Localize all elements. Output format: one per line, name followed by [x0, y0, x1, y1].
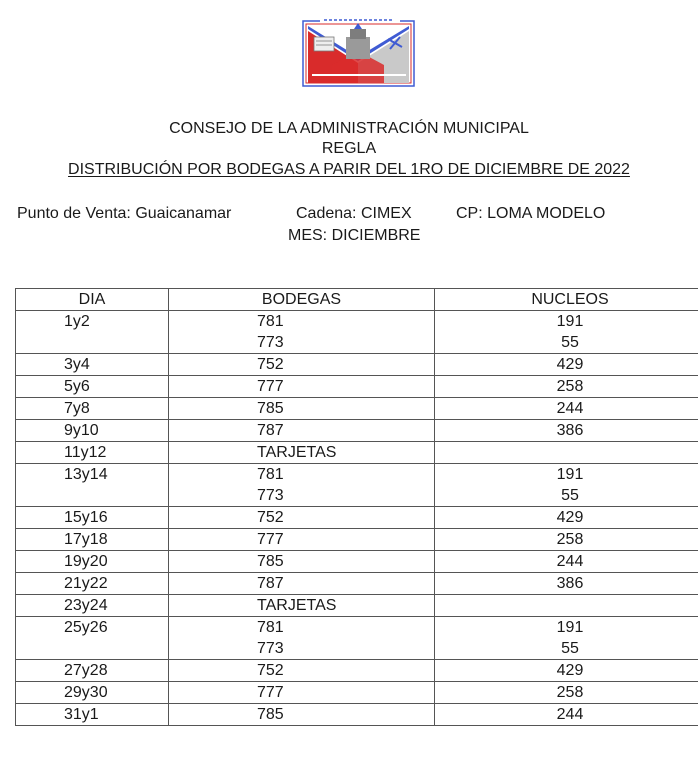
cell-nucleos: 244 — [435, 398, 698, 420]
municipal-seal-logo — [302, 17, 415, 87]
cell-dia: 23y24 — [16, 595, 169, 617]
header-bodegas: BODEGAS — [169, 289, 435, 311]
cell-dia: 27y28 — [16, 660, 169, 682]
cadena: Cadena: CIMEX — [296, 205, 412, 222]
cell-dia: 7y8 — [16, 398, 169, 420]
cell-nucleos: 191 — [435, 464, 698, 486]
municipality-name: REGLA — [321, 140, 377, 157]
table-row — [16, 704, 698, 726]
cell-dia: 21y22 — [16, 573, 169, 595]
cell-bodega: 752 — [169, 354, 435, 376]
cell-dia — [16, 485, 169, 507]
cell-nucleos: 55 — [435, 332, 698, 354]
cell-bodega: 777 — [169, 682, 435, 704]
cell-nucleos: 191 — [435, 617, 698, 639]
cell-bodega: 781 — [169, 464, 435, 486]
cell-nucleos: 258 — [435, 376, 698, 398]
cell-bodega: 781 — [169, 617, 435, 639]
cell-nucleos — [435, 595, 698, 617]
table-row — [16, 529, 698, 551]
cell-dia — [16, 638, 169, 660]
table-row — [16, 464, 698, 486]
cell-bodega: 777 — [169, 376, 435, 398]
cell-dia: 25y26 — [16, 617, 169, 639]
header-dia: DIA — [16, 289, 169, 311]
cell-bodega: 752 — [169, 660, 435, 682]
table-row — [16, 660, 698, 682]
punto-de-venta: Punto de Venta: Guaicanamar — [17, 205, 232, 222]
table-row — [16, 617, 698, 639]
cell-nucleos: 258 — [435, 682, 698, 704]
cell-dia: 15y16 — [16, 507, 169, 529]
table-row — [16, 551, 698, 573]
distribution-table — [15, 288, 698, 726]
mes: MES: DICIEMBRE — [288, 227, 421, 244]
document-title: DISTRIBUCIÓN POR BODEGAS A PARIR DEL 1RO DE DICIEMBRE DE 2022 — [68, 161, 630, 178]
table-row — [16, 682, 698, 704]
cell-dia: 5y6 — [16, 376, 169, 398]
cell-dia — [16, 332, 169, 354]
cell-nucleos: 55 — [435, 638, 698, 660]
cell-dia: 13y14 — [16, 464, 169, 486]
table-row — [16, 595, 698, 617]
cell-nucleos: 429 — [435, 354, 698, 376]
cell-dia: 11y12 — [16, 442, 169, 464]
cell-bodega: 785 — [169, 704, 435, 726]
cell-bodega: 773 — [169, 485, 435, 507]
cell-bodega: TARJETAS — [169, 595, 435, 617]
table-row — [16, 485, 698, 507]
cell-bodega: 781 — [169, 311, 435, 333]
cell-dia: 19y20 — [16, 551, 169, 573]
cell-nucleos: 244 — [435, 704, 698, 726]
table-row — [16, 442, 698, 464]
table-row — [16, 376, 698, 398]
cell-dia: 3y4 — [16, 354, 169, 376]
cell-dia: 9y10 — [16, 420, 169, 442]
cell-nucleos: 429 — [435, 507, 698, 529]
cell-nucleos — [435, 442, 698, 464]
cell-bodega: 752 — [169, 507, 435, 529]
cell-dia: 29y30 — [16, 682, 169, 704]
cell-bodega: 777 — [169, 529, 435, 551]
table-row — [16, 354, 698, 376]
cell-nucleos: 258 — [435, 529, 698, 551]
cell-bodega: TARJETAS — [169, 442, 435, 464]
cell-nucleos: 386 — [435, 420, 698, 442]
table-row — [16, 311, 698, 333]
cell-bodega: 787 — [169, 573, 435, 595]
table-row — [16, 332, 698, 354]
table-row — [16, 507, 698, 529]
cell-nucleos: 55 — [435, 485, 698, 507]
cell-nucleos: 191 — [435, 311, 698, 333]
cell-bodega: 773 — [169, 638, 435, 660]
cell-bodega: 785 — [169, 398, 435, 420]
cell-bodega: 773 — [169, 332, 435, 354]
cell-nucleos: 244 — [435, 551, 698, 573]
header-nucleos: NUCLEOS — [435, 289, 698, 311]
consejo-popular: CP: LOMA MODELO — [456, 205, 606, 222]
cell-dia: 31y1 — [16, 704, 169, 726]
table-row — [16, 398, 698, 420]
table-row — [16, 638, 698, 660]
cell-bodega: 785 — [169, 551, 435, 573]
table-row — [16, 420, 698, 442]
org-title: CONSEJO DE LA ADMINISTRACIÓN MUNICIPAL — [169, 120, 529, 137]
table-row — [16, 573, 698, 595]
cell-nucleos: 386 — [435, 573, 698, 595]
cell-nucleos: 429 — [435, 660, 698, 682]
cell-dia: 1y2 — [16, 311, 169, 333]
table-header-row — [16, 289, 698, 311]
cell-dia: 17y18 — [16, 529, 169, 551]
cell-bodega: 787 — [169, 420, 435, 442]
